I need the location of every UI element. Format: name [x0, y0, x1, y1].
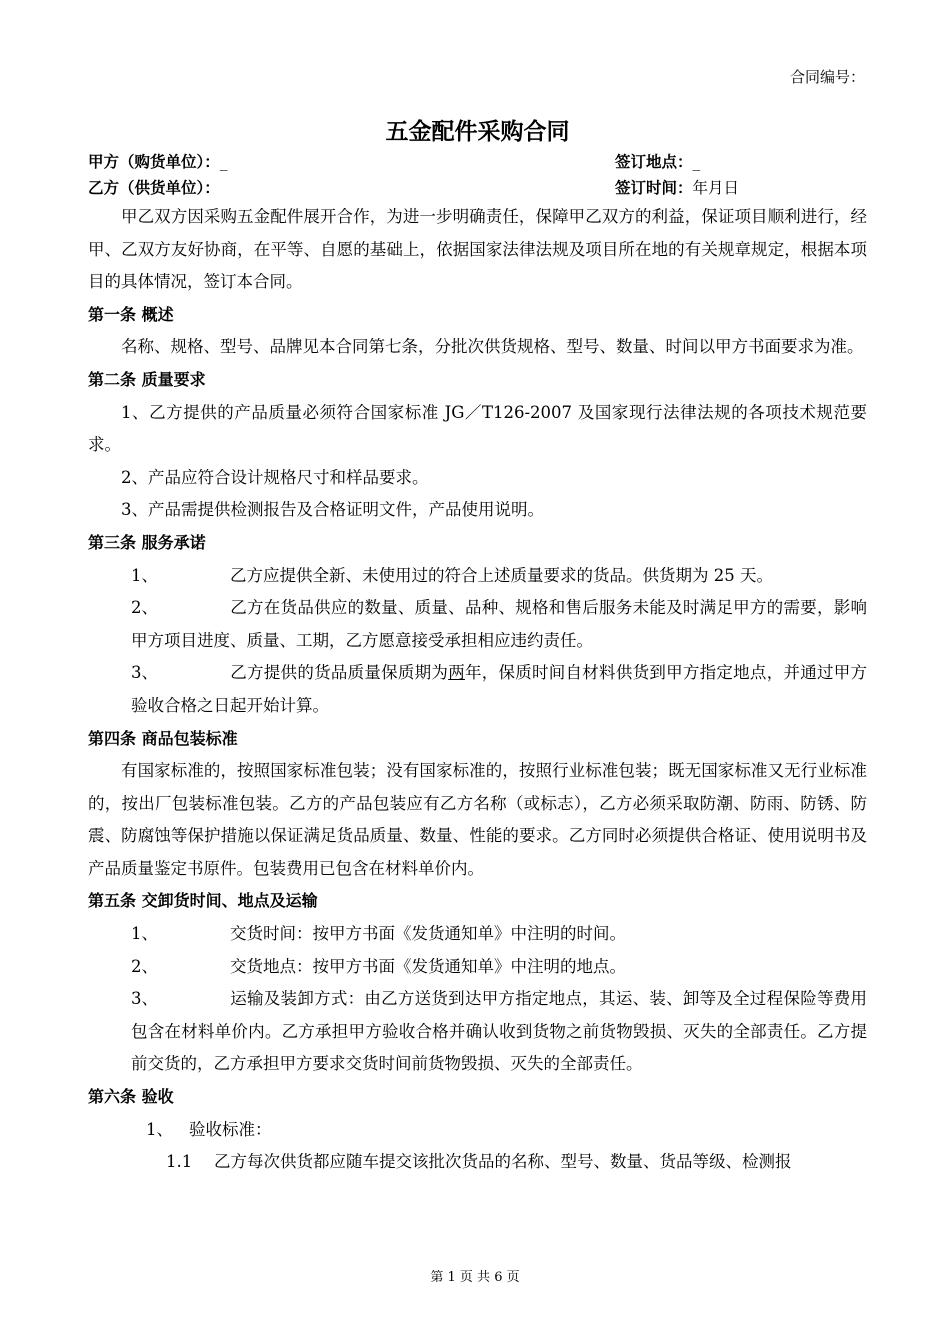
article-5-item-2 [88, 951, 867, 984]
party-b-label: 乙方（供货单位）： [88, 179, 220, 197]
article-5-heading: 第五条 交卸货时间、地点及运输 [88, 891, 318, 911]
item-text: 乙方应提供全新、未使用过的符合上述质量要求的货品。供货期为 25 天。 [230, 565, 773, 585]
article-2-item-1: 1、乙方提供的产品质量必须符合国家标准 JG／T126-2007 及国家现行法律法规的各项技术规范要求。 [88, 402, 867, 455]
article-2-item-3: 3、产品需提供检测报告及合格证明文件，产品使用说明。 [121, 500, 544, 520]
document-title: 五金配件采购合同 [385, 119, 570, 145]
item-text: 年，保质时间自材料供货到甲方指定地点，并通过甲方验收合格之日起开始计算。 [131, 663, 868, 715]
item-number: 1、 [146, 1119, 173, 1139]
article-1-text: 名称、规格、型号、品牌见本合同第七条，分批次供货规格、型号、数量、时间以甲方书面要求为准。 [121, 337, 864, 357]
item-text: 交货时间：按甲方书面《发货通知单》中注明的时间。 [230, 924, 626, 944]
item-number: 1、 [131, 924, 158, 944]
item-number: 2、 [131, 598, 158, 618]
item-text: 运输及装卸方式：由乙方送货到达甲方指定地点，其运、装、卸等及全过程保险等费用包含在材料单价内。乙方承担甲方验收合格并确认收到货物之前货物毁损、灭失的全部责任。乙方提前交货的，乙方承担甲方要求交货时间前货物毁损、灭失的全部责任。 [131, 989, 867, 1074]
article-4-text: 有国家标准的，按照国家标准包装；没有国家标准的，按照行业标准包装；既无国家标准又无行业标准的，按出厂包装标准包装。乙方的产品包装应有乙方名称（或标志），乙方必须采取防潮、防雨、防锈、防震、防腐蚀等保护措施以保证满足货品质量、数量、性能的要求。乙方同时必须提供合格证、使用说明书及产品质量鉴定书原件。包装费用已包含在材料单价内。 [88, 761, 867, 878]
article-3-item-2 [88, 592, 867, 657]
item-text: 乙方在货品供应的数量、质量、品种、规格和售后服务未能及时满足甲方的需要，影响甲方项目进度、质量、工期，乙方愿意接受承担相应违约责任。 [131, 598, 867, 650]
item-text: 乙方提供的货品质量保质期为 [230, 663, 449, 683]
article-3-heading: 第三条 服务承诺 [88, 532, 206, 552]
article-6-heading: 第六条 验收 [88, 1087, 174, 1107]
party-b [88, 175, 615, 201]
sign-place [615, 149, 700, 175]
party-row-a [88, 149, 867, 175]
article-2-item-2: 2、产品应符合设计规格尺寸和样品要求。 [121, 467, 429, 487]
article-4-heading: 第四条 商品包装标准 [88, 728, 238, 748]
sign-time-label: 签订时间： [615, 179, 693, 197]
warranty-years: 两 [448, 663, 465, 683]
party-a [88, 149, 615, 175]
item-number: 3、 [131, 989, 158, 1009]
item-text: 验收标准： [189, 1119, 272, 1139]
article-3-item-1 [88, 560, 867, 593]
article-5-item-3 [88, 983, 867, 1081]
sign-time [615, 175, 739, 201]
sign-place-value: _ [692, 153, 701, 171]
item-number: 2、 [131, 956, 158, 976]
item-number: 1、 [131, 565, 158, 585]
article-1-heading: 第一条 概述 [88, 304, 174, 324]
party-row-b [88, 175, 867, 201]
article-6-item-1 [88, 1114, 867, 1147]
sign-time-value: 年月日 [692, 179, 740, 197]
article-6-item-1-1 [88, 1146, 867, 1179]
item-text: 乙方每次供货都应随车提交该批次货品的名称、型号、数量、货品等级、检测报 [214, 1152, 792, 1172]
party-a-label: 甲方（购货单位）： [88, 153, 220, 171]
party-a-value: _ [219, 153, 228, 171]
item-number: 3、 [131, 663, 158, 683]
page-footer: 第 1 页 共 6 页 [430, 1270, 520, 1285]
sign-place-label: 签订地点： [615, 153, 693, 171]
article-3-item-3 [88, 657, 867, 722]
item-text: 交货地点：按甲方书面《发货通知单》中注明的地点。 [230, 956, 626, 976]
article-2-heading: 第二条 质量要求 [88, 369, 206, 389]
intro-paragraph: 甲乙双方因采购五金配件展开合作，为进一步明确责任，保障甲乙双方的利益，保证项目顺利进行，经甲、乙双方友好协商，在平等、自愿的基础上，依据国家法律法规及项目所在地的有关规章规定，根据本项目的具体情况，签订本合同。 [88, 207, 867, 292]
contract-number-label: 合同编号： [789, 68, 865, 86]
item-number: 1.1 [166, 1152, 193, 1172]
article-5-item-1 [88, 918, 867, 951]
